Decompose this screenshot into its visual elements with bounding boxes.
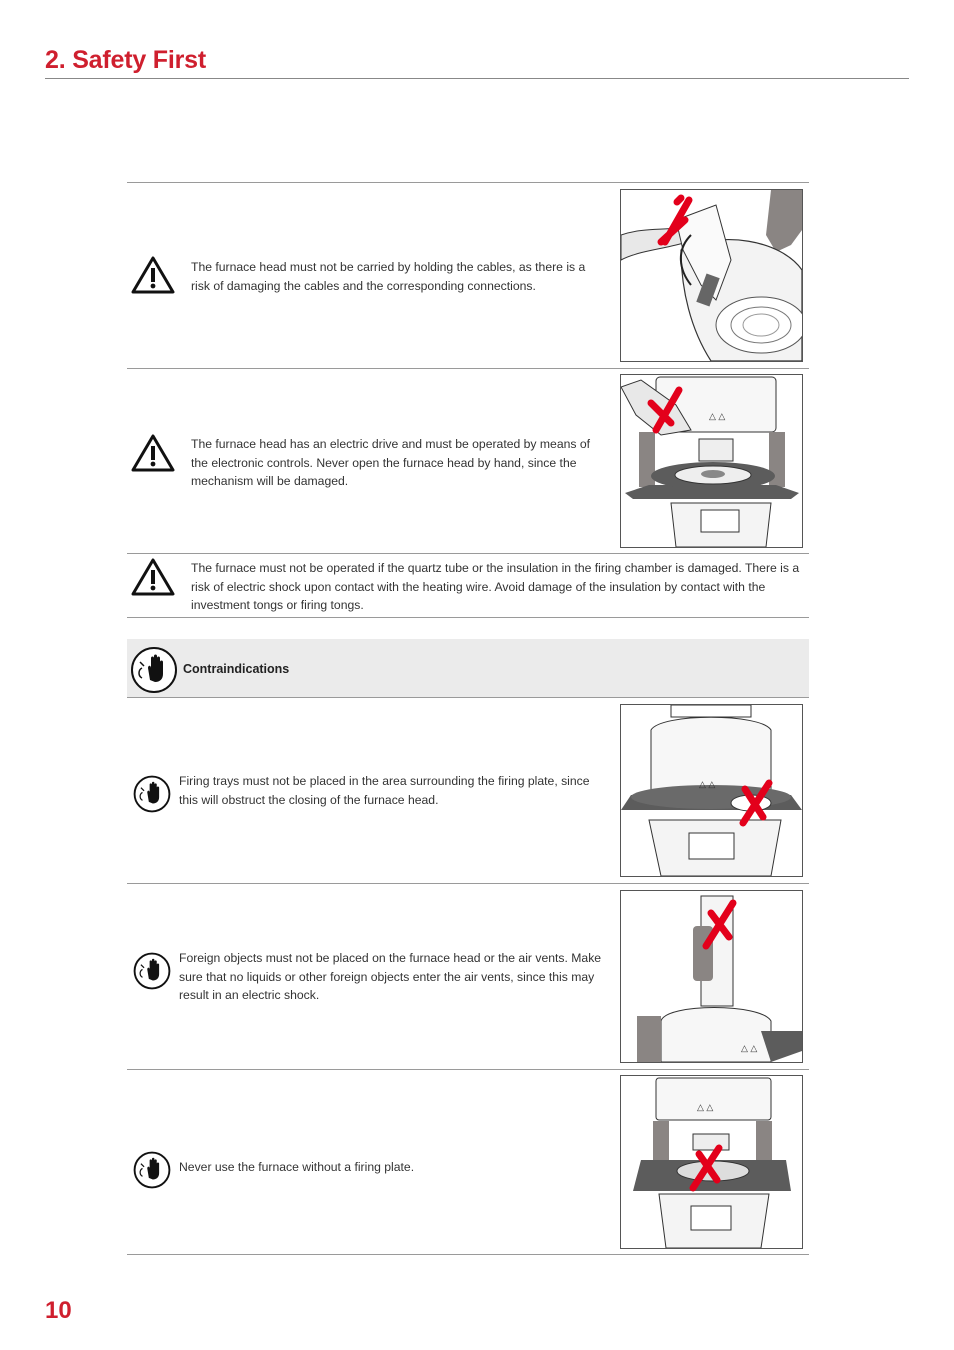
svg-text:△ △: △ △	[697, 1102, 714, 1112]
contraindication-text: Foreign objects must not be placed on the furnace head or the air vents. Make sure that no liquids or other foreign objects enter the air vents, since this may result in an electric shock.	[179, 951, 602, 1002]
row-divider	[127, 182, 809, 183]
title-rule	[45, 78, 909, 79]
contraindication-text: Firing trays must not be placed in the area surrounding the firing plate, since this will obstruct the closing of the furnace head.	[179, 774, 590, 807]
row-divider	[127, 883, 809, 884]
warning-text: The furnace head has an electric drive and must be operated by means of the electronic controls. Never open the furnace head by hand, since the mechanism will be damaged.	[191, 437, 591, 488]
figure-open-by-hand	[620, 374, 803, 548]
figure-trays-around-plate	[620, 704, 803, 877]
page-title: 2. Safety First	[45, 46, 206, 74]
warning-triangle-icon	[131, 255, 175, 300]
figure-carry-by-cables	[620, 189, 803, 362]
warning-triangle-icon	[131, 433, 175, 478]
row-divider	[127, 368, 809, 369]
contraindication-text: Never use the furnace without a firing plate.	[179, 1160, 415, 1174]
row-divider	[127, 553, 809, 554]
figure-objects-on-head	[620, 890, 803, 1063]
figure-no-firing-plate	[620, 1075, 803, 1249]
stop-hand-icon	[133, 1151, 171, 1194]
row-divider	[127, 697, 809, 698]
row-divider	[127, 1069, 809, 1070]
stop-hand-icon	[133, 952, 171, 995]
contraindications-heading: Contraindications	[183, 662, 290, 676]
warning-text: The furnace head must not be carried by holding the cables, as there is a risk of damaging the cables and the corresponding connections.	[191, 260, 586, 293]
page-number: 10	[45, 1297, 72, 1324]
svg-text:△ △: △ △	[699, 779, 716, 789]
stop-hand-icon	[133, 775, 171, 818]
warning-text: The furnace must not be operated if the quartz tube or the insulation in the firing chamber is damaged. There is a risk of electric shock upon contact with the heating wire. Avoid damage of the insulation by contact with the investment tongs or firing tongs.	[191, 561, 800, 612]
row-divider	[127, 617, 809, 618]
row-divider	[127, 1254, 809, 1255]
svg-text:△ △: △ △	[709, 411, 726, 421]
stop-hand-icon	[130, 646, 178, 699]
svg-text:△ △: △ △	[741, 1043, 758, 1053]
warning-triangle-icon	[131, 557, 175, 602]
